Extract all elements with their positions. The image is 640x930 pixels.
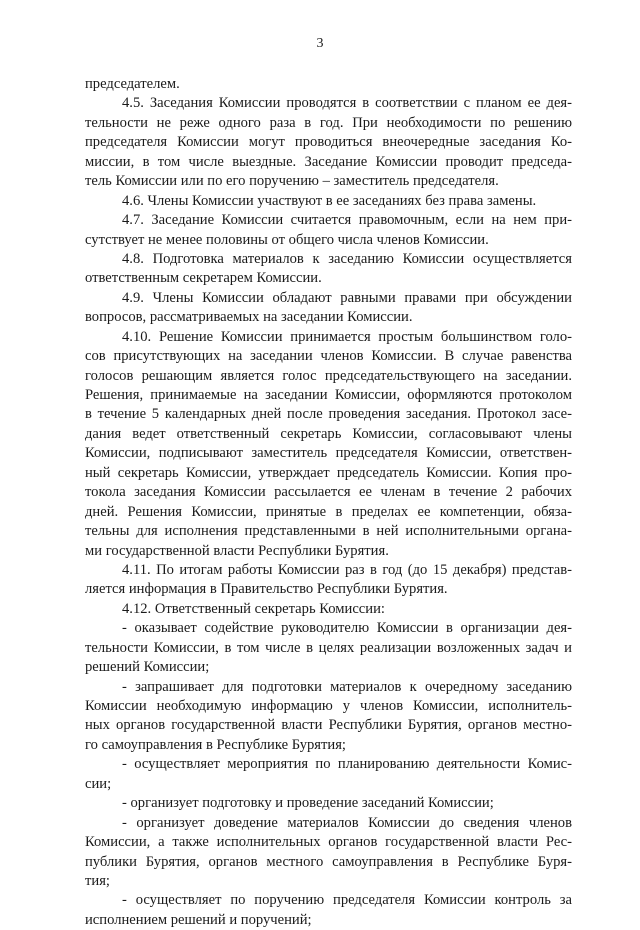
text-line: - запрашивает для подготовки материалов к очередному заседанию	[122, 678, 572, 695]
text-line: решений Комиссии;	[85, 659, 210, 676]
text-line: Комиссии необходимую информацию у членов Комиссии, исполнитель-	[85, 698, 572, 714]
text-line: тельны для исполнения представленными в ней исполнительными органа-	[85, 523, 572, 540]
text-line: ляется информация в Правительство Республики Бурятия.	[85, 581, 448, 598]
text-line: - осуществляет по поручению председателя Комиссии контроль за	[122, 892, 572, 909]
text-line: сии;	[85, 775, 112, 792]
text-line: вопросов, рассматриваемых на заседании Комиссии.	[85, 309, 413, 326]
text-line: тель Комиссии или по его поручению – заместитель председателя.	[85, 173, 499, 190]
text-line: 4.11. По итогам работы Комиссии раз в год (до 15 декабря) представ-	[122, 561, 572, 578]
text-line: Решения, принимаемые на заседании Комиссии, оформляются протоколом	[85, 387, 572, 403]
page-number: 3	[316, 36, 324, 51]
text-line: 4.7. Заседание Комиссии считается правомочным, если на нем при-	[122, 212, 572, 229]
text-line: тия;	[85, 872, 110, 889]
text-line: тельности Комиссии, в том числе в целях реализации возложенных задач и	[85, 639, 572, 656]
text-line: Комиссии, а также исполнительных органов государственной власти Рес-	[85, 834, 572, 851]
text-line: сов присутствующих на заседании членов Комиссии. В случае равенства	[85, 348, 572, 365]
text-line: тельности не реже одного раза в год. При необходимости по решению	[85, 114, 572, 131]
text-line: миссии, в том числе выездные. Заседание Комиссии проводит председа-	[85, 153, 572, 170]
text-line: голосов решающим является голос председательствующего на заседании.	[85, 367, 572, 384]
text-line: публики Бурятия, органов местного самоуправления в Республике Буря-	[85, 853, 572, 870]
text-line: Комиссии, подписывают заместитель председателя Комиссии, ответствен-	[85, 445, 572, 462]
text-line: дания ведет ответственный секретарь Комиссии, согласовывают члены	[85, 425, 572, 442]
text-line: 4.12. Ответственный секретарь Комиссии:	[122, 600, 385, 617]
text-line: токола заседания Комиссии рассылается ее членам в течение 2 рабочих	[85, 484, 572, 501]
text-line: председателя Комиссии могут проводиться внеочередные заседания Ко-	[85, 134, 572, 151]
text-line: - осуществляет мероприятия по планированию деятельности Комис-	[122, 756, 572, 773]
text-line: - оказывает содействие руководителю Комиссии в организации дея-	[122, 620, 572, 637]
text-line: 4.8. Подготовка материалов к заседанию Комиссии осуществляется	[122, 250, 572, 267]
text-line: в течение 5 календарных дней после проведения заседания. Протокол засе-	[85, 406, 572, 423]
text-line: го самоуправления в Республике Бурятия;	[85, 736, 346, 753]
text-line: дней. Решения Комиссии, принятые в пределах ее компетенции, обяза-	[85, 503, 572, 520]
text-line: ответственным секретарем Комиссии.	[85, 270, 322, 287]
text-line: ный секретарь Комиссии, утверждает председатель Комиссии. Копия про-	[85, 464, 572, 481]
document-body	[85, 75, 572, 930]
text-line: - организует доведение материалов Комиссии до сведения членов	[122, 814, 572, 831]
text-line: исполнением решений и поручений;	[85, 911, 312, 928]
text-line: 4.10. Решение Комиссии принимается простым большинством голо-	[122, 328, 572, 345]
text-line: ми государственной власти Республики Бурятия.	[85, 542, 389, 559]
text-line: 4.6. Члены Комиссии участвуют в ее заседаниях без права замены.	[122, 192, 537, 209]
text-line: 4.5. Заседания Комиссии проводятся в соответствии с планом ее дея-	[122, 95, 572, 112]
text-line: 4.9. Члены Комиссии обладают равными правами при обсуждении	[122, 289, 572, 306]
text-line: - организует подготовку и проведение заседаний Комиссии;	[122, 795, 494, 812]
text-line: председателем.	[85, 76, 180, 92]
text-line: ных органов государственной власти Республики Бурятия, органов местно-	[85, 717, 572, 734]
text-line: сутствует не менее половины от общего числа членов Комиссии.	[85, 231, 489, 248]
